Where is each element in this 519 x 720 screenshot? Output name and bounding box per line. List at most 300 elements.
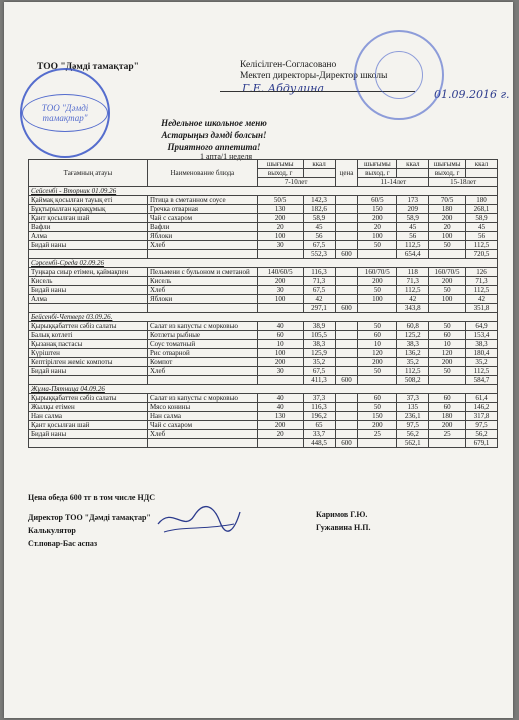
total-cell bbox=[147, 376, 257, 385]
menu-cell: 209 bbox=[397, 205, 429, 214]
total-cell bbox=[429, 304, 466, 313]
menu-row bbox=[29, 223, 498, 232]
menu-row bbox=[29, 214, 498, 223]
total-cell bbox=[147, 304, 257, 313]
menu-cell: 180,4 bbox=[465, 349, 497, 358]
menu-cell: 100 bbox=[257, 349, 303, 358]
menu-cell: 100 bbox=[257, 232, 303, 241]
menu-row bbox=[29, 268, 498, 277]
menu-row bbox=[29, 295, 498, 304]
menu-cell: Қаймақ қосылған тауық еті bbox=[29, 196, 148, 205]
col-name-kz: Тағамның атауы bbox=[29, 160, 148, 187]
menu-cell: 58,9 bbox=[397, 214, 429, 223]
menu-cell: 100 bbox=[358, 295, 397, 304]
menu-cell: 65 bbox=[303, 421, 335, 430]
menu-cell: 45 bbox=[397, 223, 429, 232]
calculator-label: Калькулятор bbox=[28, 526, 76, 535]
menu-row bbox=[29, 232, 498, 241]
day-title: Жұма-Пятница 04.09.26 bbox=[29, 385, 498, 394]
menu-cell: 125,2 bbox=[397, 331, 429, 340]
total-cell: 584,7 bbox=[465, 376, 497, 385]
total-cell bbox=[358, 376, 397, 385]
menu-cell: 42 bbox=[303, 295, 335, 304]
total-cell bbox=[257, 376, 303, 385]
age-group-2: 11-14лет bbox=[358, 178, 429, 187]
menu-cell: 135 bbox=[397, 403, 429, 412]
menu-cell: 200 bbox=[257, 421, 303, 430]
menu-cell: 71,3 bbox=[397, 277, 429, 286]
total-cell: 297,1 bbox=[303, 304, 335, 313]
menu-cell: 58,9 bbox=[303, 214, 335, 223]
menu-cell: 200 bbox=[358, 277, 397, 286]
menu-row bbox=[29, 358, 498, 367]
approval-date: 01.09.2016 г. bbox=[434, 88, 510, 101]
menu-cell: 37,3 bbox=[397, 394, 429, 403]
menu-cell: Бидай наны bbox=[29, 430, 148, 439]
menu-cell: 112,5 bbox=[397, 367, 429, 376]
menu-cell: Қызанақ пастасы bbox=[29, 340, 148, 349]
menu-cell: Рис отварной bbox=[147, 349, 257, 358]
menu-cell: 112,5 bbox=[397, 286, 429, 295]
menu-cell bbox=[335, 331, 358, 340]
menu-cell: 50 bbox=[429, 286, 466, 295]
menu-cell: Котлеты рыбные bbox=[147, 331, 257, 340]
menu-cell: 56 bbox=[397, 232, 429, 241]
total-cell bbox=[29, 439, 148, 448]
menu-cell: 120 bbox=[429, 349, 466, 358]
col-kcal-1: ккал bbox=[303, 160, 335, 169]
day-total-row bbox=[29, 439, 498, 448]
menu-cell: Вафли bbox=[147, 223, 257, 232]
menu-cell: 60 bbox=[358, 331, 397, 340]
menu-cell: 50/5 bbox=[257, 196, 303, 205]
menu-cell: 20 bbox=[257, 223, 303, 232]
menu-subtitle-kz: Астарыңыз дәмді болсын! bbox=[161, 130, 267, 140]
total-cell: 654,4 bbox=[397, 250, 429, 259]
menu-cell bbox=[335, 205, 358, 214]
menu-cell: 116,3 bbox=[303, 268, 335, 277]
menu-cell: 56,2 bbox=[465, 430, 497, 439]
menu-cell: 112,5 bbox=[465, 241, 497, 250]
menu-row bbox=[29, 367, 498, 376]
menu-cell: 45 bbox=[465, 223, 497, 232]
menu-cell: 112,5 bbox=[397, 241, 429, 250]
menu-cell: 126 bbox=[465, 268, 497, 277]
menu-cell bbox=[335, 340, 358, 349]
menu-cell: 180 bbox=[465, 196, 497, 205]
total-cell bbox=[29, 376, 148, 385]
menu-cell: 130 bbox=[257, 412, 303, 421]
handwritten-signature bbox=[154, 502, 244, 538]
menu-row bbox=[29, 349, 498, 358]
menu-cell: 56 bbox=[303, 232, 335, 241]
director-label: Директор ТОО "Дәмді тамақтар" bbox=[28, 513, 151, 522]
menu-cell: 35,2 bbox=[303, 358, 335, 367]
menu-cell bbox=[335, 241, 358, 250]
menu-cell: Қырыққабаттен сәбіз салаты bbox=[29, 394, 148, 403]
total-cell: 343,8 bbox=[397, 304, 429, 313]
menu-row bbox=[29, 277, 498, 286]
day-total-row bbox=[29, 376, 498, 385]
menu-cell: 180 bbox=[429, 412, 466, 421]
menu-cell: Кисель bbox=[29, 277, 148, 286]
menu-cell: Вафли bbox=[29, 223, 148, 232]
menu-cell: Птица в сметанном соусе bbox=[147, 196, 257, 205]
menu-cell: 40 bbox=[257, 322, 303, 331]
menu-cell: Хлеб bbox=[147, 286, 257, 295]
table-header-row bbox=[29, 160, 498, 169]
menu-cell: Туңкара сиыр етімен, қаймақпен bbox=[29, 268, 148, 277]
menu-cell: 200 bbox=[429, 421, 466, 430]
menu-cell: 150 bbox=[358, 205, 397, 214]
menu-cell: 10 bbox=[429, 340, 466, 349]
total-cell: 411,3 bbox=[303, 376, 335, 385]
menu-cell: 45 bbox=[303, 223, 335, 232]
menu-cell: 130 bbox=[257, 205, 303, 214]
menu-cell: 60 bbox=[358, 394, 397, 403]
menu-cell: Мясо конины bbox=[147, 403, 257, 412]
menu-cell: 60 bbox=[429, 403, 466, 412]
menu-cell: 150 bbox=[358, 412, 397, 421]
menu-cell: Пельмени с бульоном и сметаной bbox=[147, 268, 257, 277]
menu-cell: 67,5 bbox=[303, 241, 335, 250]
menu-cell: 268,1 bbox=[465, 205, 497, 214]
menu-cell: 71,3 bbox=[303, 277, 335, 286]
menu-cell: 60 bbox=[257, 331, 303, 340]
menu-cell: 38,3 bbox=[397, 340, 429, 349]
col-kcal-2: ккал bbox=[397, 160, 429, 169]
total-cell bbox=[358, 304, 397, 313]
menu-cell bbox=[335, 421, 358, 430]
menu-cell: 136,2 bbox=[397, 349, 429, 358]
menu-row bbox=[29, 322, 498, 331]
col-yield-3: шығымы bbox=[429, 160, 466, 169]
day-total-row bbox=[29, 250, 498, 259]
menu-cell: Хлеб bbox=[147, 241, 257, 250]
menu-cell: 182,6 bbox=[303, 205, 335, 214]
menu-cell bbox=[335, 412, 358, 421]
calculator-name: Гужавина Н.П. bbox=[316, 523, 371, 532]
menu-cell: 60 bbox=[429, 394, 466, 403]
menu-cell: 112,5 bbox=[465, 367, 497, 376]
menu-cell: 60 bbox=[429, 331, 466, 340]
total-cell bbox=[358, 439, 397, 448]
menu-row bbox=[29, 412, 498, 421]
day-total-row bbox=[29, 304, 498, 313]
menu-cell: 35,2 bbox=[465, 358, 497, 367]
menu-cell: Кисель bbox=[147, 277, 257, 286]
menu-cell: 146,2 bbox=[465, 403, 497, 412]
day-title-row bbox=[29, 187, 498, 196]
day-title: Сәрсенбі-Среда 02.09.26 bbox=[29, 259, 498, 268]
col-price: цена bbox=[335, 160, 358, 187]
total-cell bbox=[429, 376, 466, 385]
menu-cell: 67,5 bbox=[303, 367, 335, 376]
menu-row bbox=[29, 286, 498, 295]
approval-title: Келісілген-Согласовано bbox=[240, 60, 337, 70]
menu-cell: 60/5 bbox=[358, 196, 397, 205]
menu-cell: 200 bbox=[257, 214, 303, 223]
menu-cell: Бидай наны bbox=[29, 241, 148, 250]
menu-cell: Бидай наны bbox=[29, 367, 148, 376]
menu-cell: 37,3 bbox=[303, 394, 335, 403]
total-cell: 448,5 bbox=[303, 439, 335, 448]
menu-cell: 30 bbox=[257, 286, 303, 295]
day-title: Бейсенбі-Четверг 03.09.26. bbox=[29, 313, 498, 322]
menu-cell: 56 bbox=[465, 232, 497, 241]
total-cell bbox=[429, 439, 466, 448]
empty-cell bbox=[303, 169, 335, 178]
menu-cell: 200 bbox=[429, 277, 466, 286]
menu-cell: Алма bbox=[29, 295, 148, 304]
total-cell: 508,2 bbox=[397, 376, 429, 385]
menu-cell: 38,3 bbox=[465, 340, 497, 349]
menu-cell: 50 bbox=[358, 286, 397, 295]
menu-cell: 100 bbox=[429, 295, 466, 304]
menu-cell: Яблоки bbox=[147, 232, 257, 241]
menu-cell bbox=[335, 223, 358, 232]
menu-cell bbox=[335, 196, 358, 205]
menu-cell: 33,7 bbox=[303, 430, 335, 439]
menu-cell: Нан салма bbox=[147, 412, 257, 421]
day-title-row bbox=[29, 385, 498, 394]
menu-row bbox=[29, 205, 498, 214]
total-cell bbox=[257, 250, 303, 259]
menu-cell: Күріштен bbox=[29, 349, 148, 358]
col-kcal-3: ккал bbox=[465, 160, 497, 169]
price-note: Цена обеда 600 тг в том числе НДС bbox=[28, 493, 155, 502]
menu-cell: 30 bbox=[257, 367, 303, 376]
document-page bbox=[4, 2, 513, 718]
stamp-text: ТОО "Дәмді тамақтар" bbox=[22, 94, 108, 132]
menu-cell bbox=[335, 349, 358, 358]
menu-cell: 160/70/5 bbox=[429, 268, 466, 277]
age-group-1: 7-10лет bbox=[257, 178, 335, 187]
menu-cell: 61,4 bbox=[465, 394, 497, 403]
col-name-ru: Наименование блюда bbox=[147, 160, 257, 187]
menu-cell: Қант қосылған шай bbox=[29, 214, 148, 223]
total-cell bbox=[29, 304, 148, 313]
menu-cell: Компот bbox=[147, 358, 257, 367]
menu-cell: Салат из капусты с морковью bbox=[147, 322, 257, 331]
menu-cell: 70/5 bbox=[429, 196, 466, 205]
menu-table bbox=[28, 159, 498, 448]
menu-cell bbox=[335, 367, 358, 376]
total-cell: 720,5 bbox=[465, 250, 497, 259]
col-yield-unit-1: выход, г bbox=[257, 169, 303, 178]
empty-cell bbox=[465, 169, 497, 178]
total-cell bbox=[358, 250, 397, 259]
total-cell: 552,3 bbox=[303, 250, 335, 259]
menu-cell: 140/60/5 bbox=[257, 268, 303, 277]
menu-cell: 50 bbox=[358, 367, 397, 376]
menu-cell bbox=[335, 286, 358, 295]
menu-cell: 100 bbox=[358, 232, 397, 241]
menu-cell: 125,9 bbox=[303, 349, 335, 358]
col-yield-unit-2: выход, г bbox=[358, 169, 397, 178]
menu-cell bbox=[335, 430, 358, 439]
menu-cell: 10 bbox=[257, 340, 303, 349]
menu-cell: Жылқы етімен bbox=[29, 403, 148, 412]
menu-cell: Қырыққабаттен сәбіз салаты bbox=[29, 322, 148, 331]
menu-cell: 50 bbox=[358, 241, 397, 250]
company-stamp bbox=[20, 68, 110, 158]
menu-cell: 200 bbox=[429, 358, 466, 367]
menu-row bbox=[29, 331, 498, 340]
col-yield-1: шығымы bbox=[257, 160, 303, 169]
menu-body bbox=[29, 187, 498, 448]
menu-cell: 50 bbox=[429, 367, 466, 376]
menu-cell: 97,5 bbox=[465, 421, 497, 430]
col-yield-unit-3: выход, г bbox=[429, 169, 466, 178]
total-cell bbox=[429, 250, 466, 259]
menu-cell: Чай с сахаром bbox=[147, 421, 257, 430]
menu-cell: 71,3 bbox=[465, 277, 497, 286]
menu-cell: Яблоки bbox=[147, 295, 257, 304]
menu-cell: 50 bbox=[429, 322, 466, 331]
menu-cell: 200 bbox=[257, 358, 303, 367]
menu-cell: 180 bbox=[429, 205, 466, 214]
day-title: Сейсенбі - Вторник 01.09.26 bbox=[29, 187, 498, 196]
menu-cell: 20 bbox=[358, 223, 397, 232]
total-cell bbox=[257, 439, 303, 448]
menu-cell: 50 bbox=[358, 403, 397, 412]
school-stamp bbox=[354, 30, 444, 120]
menu-cell: 50 bbox=[429, 241, 466, 250]
approval-role: Мектеп директоры-Директор школы bbox=[240, 71, 388, 81]
menu-cell: 200 bbox=[358, 214, 397, 223]
menu-cell bbox=[335, 358, 358, 367]
menu-cell: Салат из капусты с морковью bbox=[147, 394, 257, 403]
total-cell: 351,8 bbox=[465, 304, 497, 313]
director-name: Каримов Г.Ю. bbox=[316, 510, 368, 519]
total-cell: 600 bbox=[335, 250, 358, 259]
menu-row bbox=[29, 241, 498, 250]
menu-row bbox=[29, 394, 498, 403]
menu-cell: 97,5 bbox=[397, 421, 429, 430]
menu-cell: 64,9 bbox=[465, 322, 497, 331]
menu-row bbox=[29, 196, 498, 205]
menu-cell: 105,5 bbox=[303, 331, 335, 340]
menu-cell: 160/70/5 bbox=[358, 268, 397, 277]
total-cell bbox=[147, 439, 257, 448]
total-cell: 600 bbox=[335, 439, 358, 448]
menu-row bbox=[29, 421, 498, 430]
chef-label: Ст.повар-Бас аспаз bbox=[28, 539, 98, 548]
menu-cell: Қант қосылған шай bbox=[29, 421, 148, 430]
menu-cell: 56,2 bbox=[397, 430, 429, 439]
menu-cell: 25 bbox=[429, 430, 466, 439]
menu-cell: 20 bbox=[429, 223, 466, 232]
menu-cell bbox=[335, 268, 358, 277]
menu-cell: Чай с сахаром bbox=[147, 214, 257, 223]
school-stamp-inner bbox=[375, 51, 423, 99]
menu-cell: Бұқтырылған қарақұмық bbox=[29, 205, 148, 214]
total-cell bbox=[29, 250, 148, 259]
menu-cell: 236,1 bbox=[397, 412, 429, 421]
menu-cell: Алма bbox=[29, 232, 148, 241]
total-cell: 600 bbox=[335, 304, 358, 313]
menu-cell: 35,2 bbox=[397, 358, 429, 367]
menu-row bbox=[29, 403, 498, 412]
menu-cell: 30 bbox=[257, 241, 303, 250]
menu-cell: 196,2 bbox=[303, 412, 335, 421]
menu-cell bbox=[335, 394, 358, 403]
menu-cell: 50 bbox=[358, 322, 397, 331]
menu-cell: 100 bbox=[257, 295, 303, 304]
menu-cell: Кептірілген жеміс компоты bbox=[29, 358, 148, 367]
menu-cell: 116,3 bbox=[303, 403, 335, 412]
menu-cell: 10 bbox=[358, 340, 397, 349]
menu-cell: Гречка отварная bbox=[147, 205, 257, 214]
menu-cell bbox=[335, 322, 358, 331]
organization-name: ТОО "Дәмді тамақтар" bbox=[37, 62, 139, 72]
day-title-row bbox=[29, 259, 498, 268]
menu-cell: 142,3 bbox=[303, 196, 335, 205]
menu-cell: Нан салма bbox=[29, 412, 148, 421]
menu-cell: 200 bbox=[429, 214, 466, 223]
total-cell: 679,1 bbox=[465, 439, 497, 448]
menu-cell: Балық котлеті bbox=[29, 331, 148, 340]
menu-cell: 42 bbox=[397, 295, 429, 304]
menu-cell: 118 bbox=[397, 268, 429, 277]
director-signature-name: Г.Е. Абдулина bbox=[242, 82, 325, 95]
menu-cell: Бидай наны bbox=[29, 286, 148, 295]
total-cell bbox=[147, 250, 257, 259]
menu-cell: 112,5 bbox=[465, 286, 497, 295]
menu-cell bbox=[335, 232, 358, 241]
age-group-3: 15-18лет bbox=[429, 178, 498, 187]
menu-cell: 20 bbox=[257, 430, 303, 439]
menu-title: Недельное школьное меню bbox=[161, 118, 267, 128]
menu-cell: 200 bbox=[257, 277, 303, 286]
menu-cell: 60,8 bbox=[397, 322, 429, 331]
week-label: 1 апта/1 неделя bbox=[200, 152, 253, 161]
menu-cell: Хлеб bbox=[147, 430, 257, 439]
menu-cell: 42 bbox=[465, 295, 497, 304]
total-cell bbox=[257, 304, 303, 313]
menu-cell: 153,4 bbox=[465, 331, 497, 340]
day-title-row bbox=[29, 313, 498, 322]
menu-cell: 25 bbox=[358, 430, 397, 439]
menu-cell: 200 bbox=[358, 421, 397, 430]
menu-cell: 40 bbox=[257, 403, 303, 412]
menu-cell: 58,9 bbox=[465, 214, 497, 223]
menu-cell: 100 bbox=[429, 232, 466, 241]
col-yield-2: шығымы bbox=[358, 160, 397, 169]
total-cell: 600 bbox=[335, 376, 358, 385]
menu-cell bbox=[335, 403, 358, 412]
menu-cell: 38,9 bbox=[303, 322, 335, 331]
total-cell: 562,1 bbox=[397, 439, 429, 448]
menu-cell: 38,3 bbox=[303, 340, 335, 349]
menu-cell: 173 bbox=[397, 196, 429, 205]
menu-row bbox=[29, 340, 498, 349]
menu-cell: Хлеб bbox=[147, 367, 257, 376]
menu-subtitle-ru: Приятного аппетита! bbox=[167, 142, 261, 152]
menu-cell bbox=[335, 214, 358, 223]
menu-row bbox=[29, 430, 498, 439]
menu-cell: 200 bbox=[358, 358, 397, 367]
menu-cell: 67,5 bbox=[303, 286, 335, 295]
empty-cell bbox=[397, 169, 429, 178]
menu-cell: Соус томатный bbox=[147, 340, 257, 349]
menu-cell bbox=[335, 295, 358, 304]
menu-cell: 120 bbox=[358, 349, 397, 358]
menu-cell: 317,8 bbox=[465, 412, 497, 421]
menu-cell bbox=[335, 277, 358, 286]
menu-cell: 40 bbox=[257, 394, 303, 403]
